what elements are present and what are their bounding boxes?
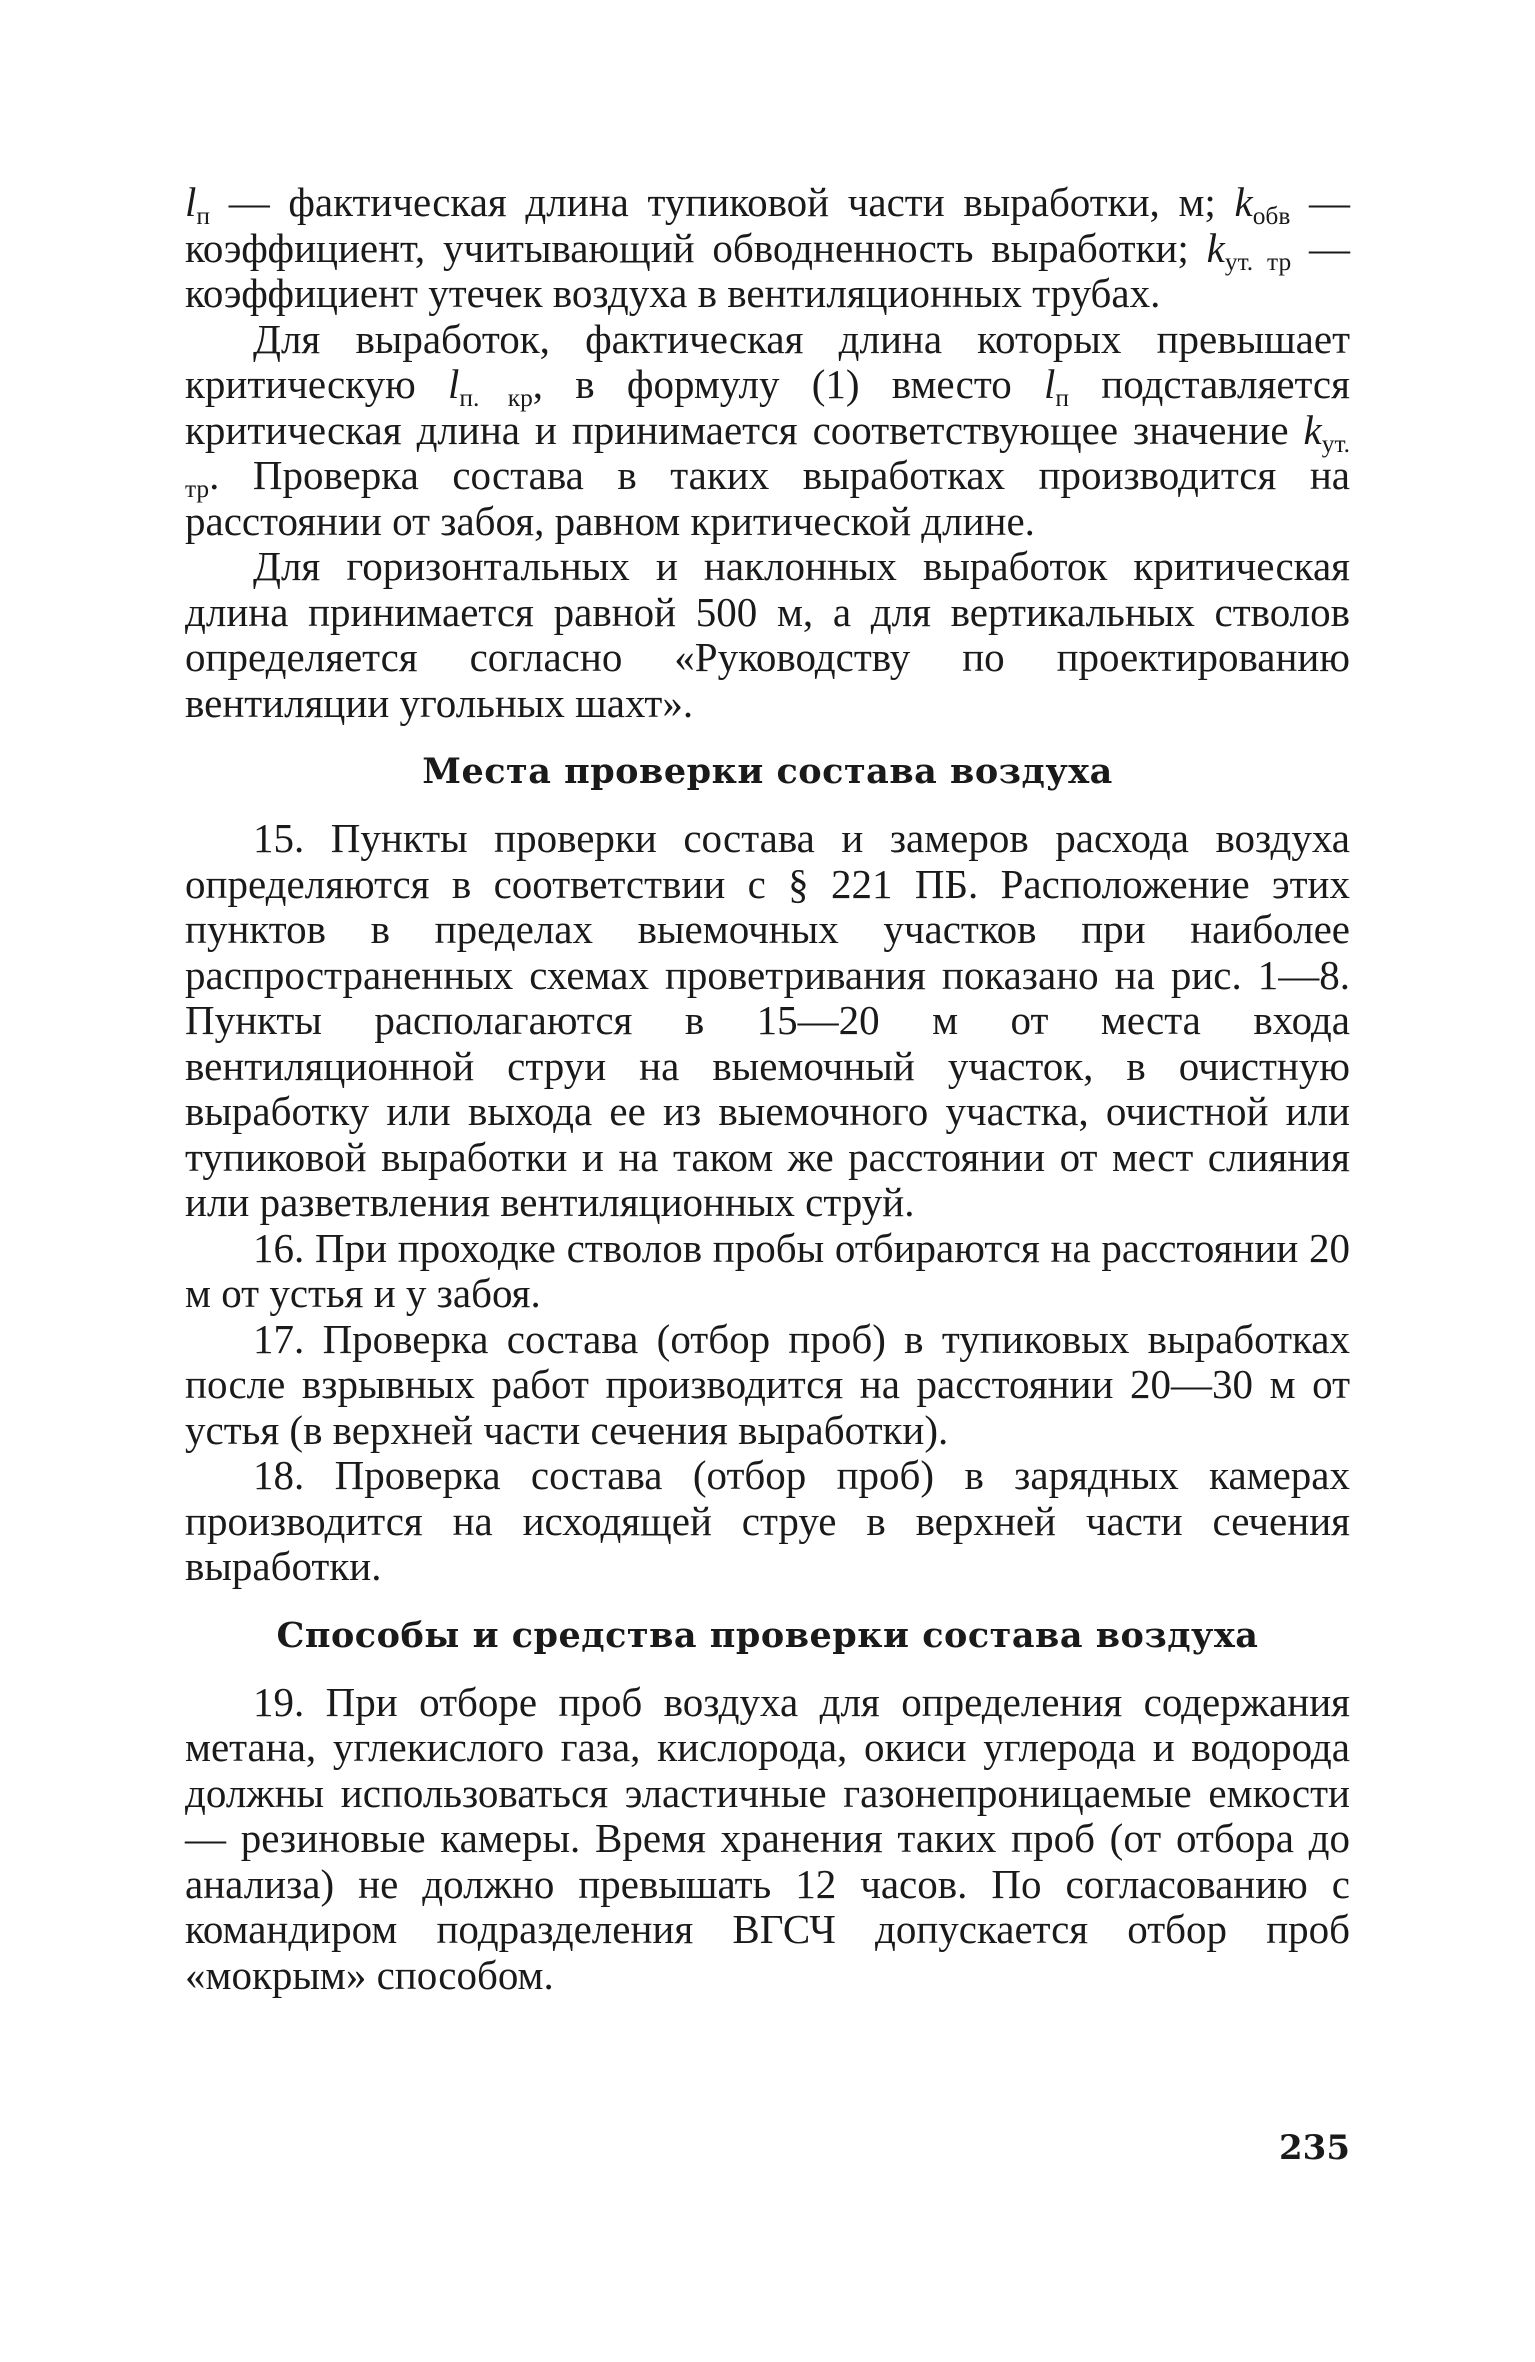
definitions-paragraph [185,180,1350,317]
item-15-paragraph: 15. Пункты проверки состава и замеров расхода воздуха определяются в соответствии с § 221 ПБ. Расположение этих пунктов в пределах выемочных участков при наиболее распространенных схемах проветривания показано на рис. 1—8. Пункты располагаются в 15—20 м от места входа вентиляционной струи на выемочный участок, в очистную выработку или выхода ее из выемочного участка, очистной или тупиковой выработки и на таком же расстоянии от мест слияния или разветвления вентиляционных струй. [185,815,1350,1225]
page-body [185,180,1350,1998]
lkr-symbol: l [448,361,460,407]
kuttr-definition: — коэффициент утечек воздуха в вентиляционных трубах. [185,224,1351,316]
page-number: 235 [1279,2128,1350,2168]
ln-definition: — фактическая длина тупиковой части выработки, м; [210,179,1235,225]
item-19-paragraph: 19. При отборе проб воздуха для определения содержания метана, углекислого газа, кислорода, окиси углерода и водорода должны использоваться эластичные газонепроницаемые емкости — резиновые камеры. Время хранения таких проб (от отбора до анализа) не должно превышать 12 часов. По согласованию с командиром подразделения ВГСЧ допускается отбор проб «мокрым» способом. [185,1678,1350,1998]
item-16-paragraph: 16. При проходке стволов пробы отбираются на расстоянии 20 м от устья и у забоя. [185,1224,1350,1316]
item-18-paragraph: 18. Проверка состава (отбор проб) в зарядных камерах производится на исходящей струе в верхней части сечения выработки. [185,1452,1350,1589]
critical-length-part4: . Проверка состава в таких выработках производится на расстоянии от забоя, равном критической длине. [185,452,1350,544]
critical-length-part1: Для выработок, фактическая длина которых превышает критическую [185,315,1350,407]
critical-length-part2: , в формулу (1) вместо [532,361,1044,407]
critical-length-paragraph [185,317,1350,545]
kobv-subscript: обв [1252,202,1291,231]
section-heading-check-methods: Способы и средства проверки состава воздуха [276,1614,1259,1656]
lkr-subscript: п. кр [459,384,533,413]
item-17-paragraph: 17. Проверка состава (отбор проб) в тупиковых выработках после взрывных работ производится на расстоянии 20—30 м от устья (в верхней части сечения выработки). [185,1315,1350,1453]
critical-length-part3: подставляется критическая длина и принимается соответствующее значение [185,361,1350,453]
k-subscript-inline: ут. тр [185,429,1350,504]
ln-subscript-inline: п [1055,384,1069,413]
kuttr-subscript: ут. тр [1224,247,1292,276]
kuttr-symbol: k [1206,224,1225,271]
ln-symbol-inline: l [1043,361,1056,407]
horizontal-paragraph: Для горизонтальных и наклонных выработок критическая длина принимается равной 500 м, а для вертикальных стволов определяется согласно «Руководству по проектированию вентиляции угольных шахт». [185,543,1350,726]
section-heading-check-locations: Места проверки состава воздуха [422,751,1113,792]
ln-symbol: l [185,179,197,225]
k-symbol-inline: k [1303,406,1322,453]
ln-subscript: п [196,202,211,231]
kobv-symbol: k [1234,179,1253,225]
kobv-definition: — коэффициент, учитывающий обводненность выработки; [185,179,1351,271]
